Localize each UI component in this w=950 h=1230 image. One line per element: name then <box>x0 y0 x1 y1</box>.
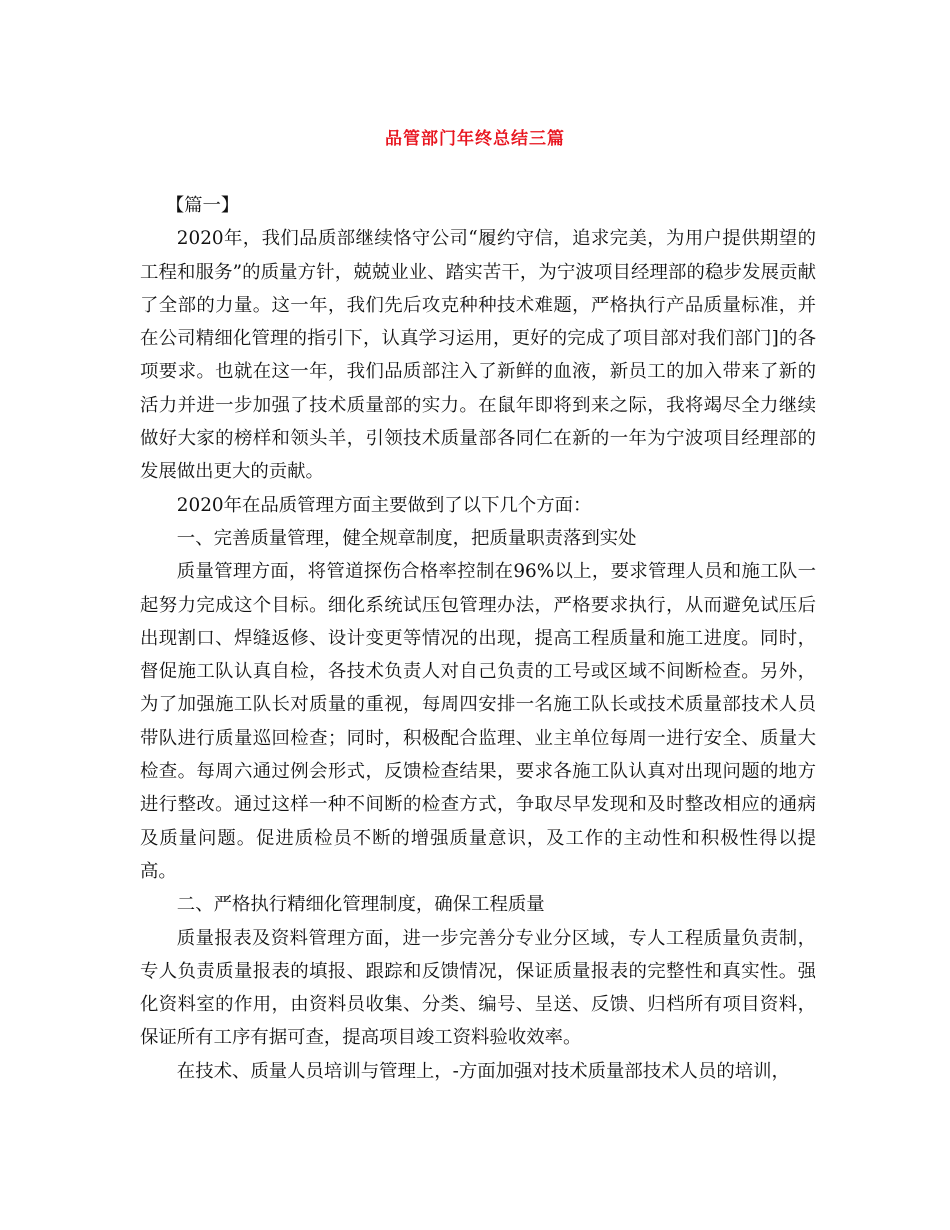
document-title: 品管部门年终总结三篇 <box>385 129 565 149</box>
heading-item-one: 一、完善质量管理，健全规章制度，把质量职责落到实处 <box>176 527 637 549</box>
section-heading-part-one: 【篇一】 <box>165 195 240 216</box>
paragraph-training: 在技术、质量人员培训与管理上，-方面加强对技术质量部技术人员的培训， <box>176 1060 790 1082</box>
paragraph-reports-and-records: 质量报表及资料管理方面，进一步完善分专业分区域，专人工程质量负责制，专人负责质量报表的填报、跟踪和反馈情况，保证质量报表的完整性和真实性。强化资料室的作用，由资料员收集、分类、编号、呈送、反馈、归档所有项目资料，保证所有工序有据可查，提高项目竣工资料验收效率。 <box>140 927 816 1049</box>
paragraph-summary-lead: 2020年在品质管理方面主要做到了以下几个方面： <box>176 494 592 516</box>
document-body <box>140 189 816 1088</box>
heading-item-two: 二、严格执行精细化管理制度，确保工程质量 <box>176 894 545 916</box>
paragraph-intro: 2020年，我们品质部继续恪守公司“履约守信，追求完美，为用户提供期望的工程和服务”的质量方针，兢兢业业、踏实苦干，为宁波项目经理部的稳步发展贡献了全部的力量。这一年，我们先后攻克种种技术难题，严格执行产品质量标准，并在公司精细化管理的指引下，认真学习运用，更好的完成了项目部对我们部门]的各项要求。也就在这一年，我们品质部注入了新鲜的血液，新员工的加入带来了新的活力并进一步加强了技术质量部的实力。在鼠年即将到来之际，我将竭尽全力继续做好大家的榜样和领头羊，引领技术质量部各同仁在新的一年为宁波项目经理部的发展做出更大的贡献。 <box>140 228 816 483</box>
paragraph-quality-management: 质量管理方面，将管道探伤合格率控制在96%以上，要求管理人员和施工队一起努力完成这个目标。细化系统试压包管理办法，严格要求执行，从而避免试压后出现割口、焊缝返修、设计变更等情况的出现，提高工程质量和施工进度。同时，督促施工队认真自检，各技术负责人对自己负责的工号或区域不间断检查。另外，为了加强施工队长对质量的重视，每周四安排一名施工队长或技术质量部技术人员带队进行质量巡回检查；同时，积极配合监理、业主单位每周一进行安全、质量大检查。每周六通过例会形式，反馈检查结果，要求各施工队认真对出现问题的地方进行整改。通过这样一种不间断的检查方式，争取尽早发现和及时整改相应的通病及质量问题。促进质检员不断的增强质量意识，及工作的主动性和积极性得以提高。 <box>140 561 816 882</box>
